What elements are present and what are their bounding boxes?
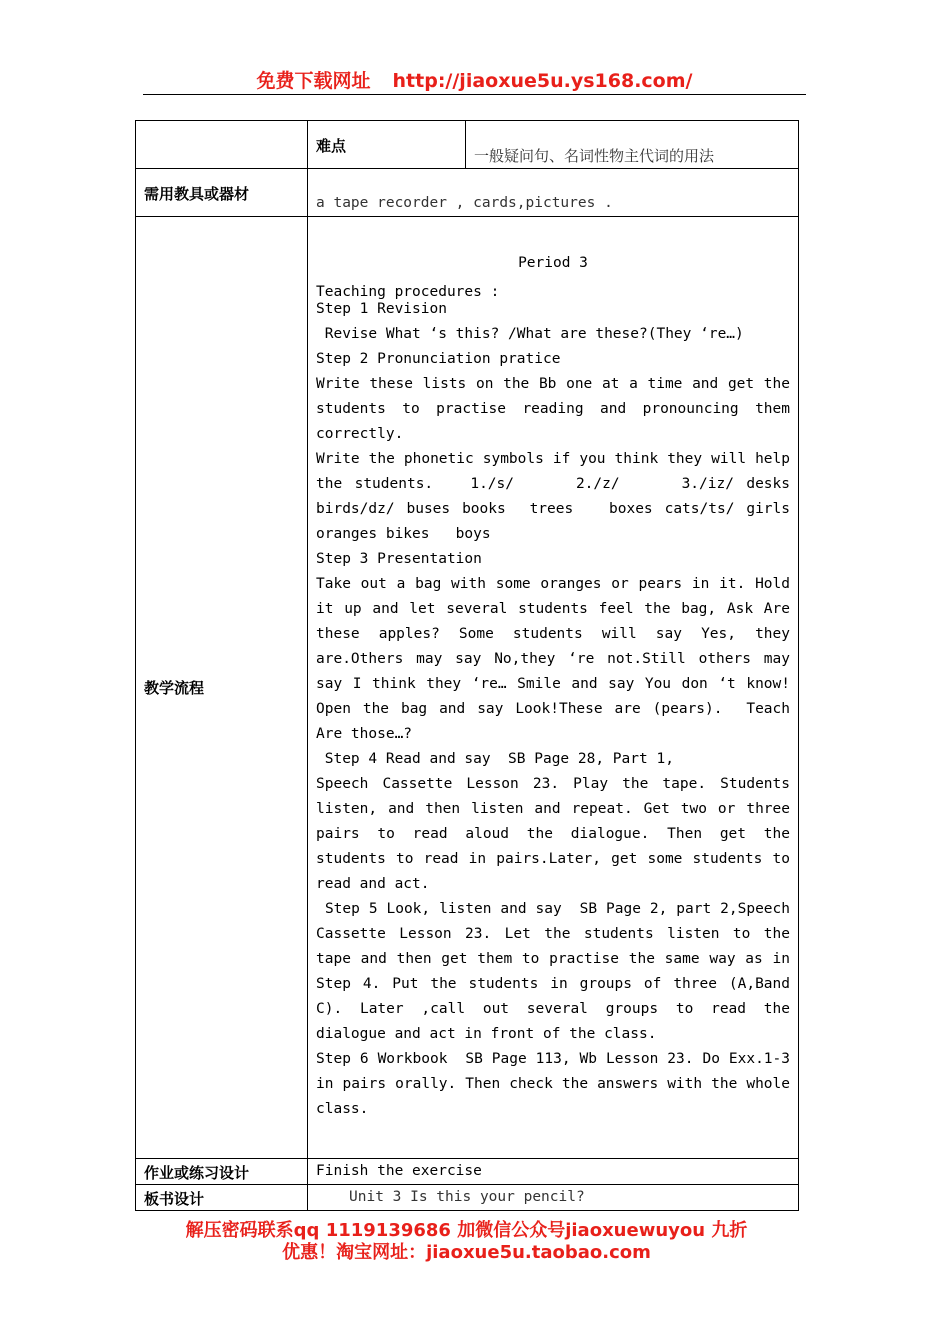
site-label: 免费下载网址	[256, 70, 371, 92]
procedure-paragraph: Write these lists on the Bb one at a time and get the students to practise reading and pronouncing them correctly.	[316, 376, 790, 442]
materials-label: 需用教具或器材	[144, 185, 250, 203]
board-value: Unit 3 Is this your pencil?	[349, 1189, 585, 1205]
materials-row	[136, 169, 799, 217]
footer-line-2: 优惠！淘宝网址：jiaoxue5u.taobao.com	[282, 1242, 651, 1263]
procedure-body	[316, 251, 808, 1122]
difficulty-row	[136, 121, 799, 169]
procedure-step: Step 3 Presentation	[316, 551, 482, 567]
procedure-step: Step 2 Pronunciation pratice	[316, 351, 561, 367]
empty-cell	[136, 121, 308, 169]
procedure-paragraph: Write the phonetic symbols if you think they will help the students. 1./s/ 2./z/ 3./iz/ desks birds/dz/ buses books trees boxes cats/ts/ girls oranges bikes boys	[316, 451, 799, 542]
process-row	[136, 217, 799, 1159]
procedure-paragraph: Step 5 Look, listen and say SB Page 2, part 2,Speech Cassette Lesson 23. Let the students listen to the tape and then get them to practise the same way as in Step 4. Put the students in groups of three (A,Band C). Later ,call out several groups to read the dialogue and act in front of the class.	[316, 901, 799, 1042]
procedure-paragraph: Step 6 Workbook SB Page 113, Wb Lesson 23. Do Exx.1-3 in pairs orally. Then check the answers with the whole class.	[316, 1051, 799, 1117]
lesson-plan-table	[135, 120, 808, 1211]
process-label: 教学流程	[144, 679, 205, 697]
procedure-step: Revise What ‘s this? /What are these?(They ‘re…)	[316, 326, 744, 342]
board-label: 板书设计	[144, 1190, 205, 1208]
procedure-step: Step 1 Revision	[316, 301, 447, 317]
header-divider	[143, 94, 806, 95]
procedure-paragraph: Take out a bag with some oranges or pears in it. Hold it up and let several students feel the bag, Ask Are these apples? Some students will say Yes, they are.Others may say No,they ‘re not.Still others may say I think they ‘re… Smile and say You don ‘t know! Open the bag and say Look!These are (pears). Teach Are those…?	[316, 576, 808, 742]
procedure-heading: Teaching procedures :	[316, 284, 500, 300]
site-url-link[interactable]: http://jiaoxue5u.ys168.com/	[392, 70, 693, 92]
homework-row	[136, 1159, 799, 1185]
materials-value: a tape recorder , cards,pictures .	[316, 195, 613, 211]
procedure-paragraph: Speech Cassette Lesson 23. Play the tape. Students listen, and then listen and repeat. Get two or three pairs to read aloud the dialogue. Then get the students to read in pairs.Later, get some students to read and act.	[316, 776, 790, 892]
page-header	[143, 66, 806, 94]
homework-label: 作业或练习设计	[144, 1164, 250, 1182]
difficulty-label: 难点	[316, 137, 347, 155]
difficulty-value: 一般疑问句、名词性物主代词的用法	[474, 147, 715, 165]
board-row	[136, 1185, 799, 1211]
footer-line-1: 解压密码联系qq 1119139686 加微信公众号jiaoxuewuyou 九折	[185, 1220, 748, 1241]
homework-value: Finish the exercise	[316, 1163, 482, 1179]
page-footer	[135, 1220, 798, 1264]
procedure-step: Step 4 Read and say SB Page 28, Part 1,	[316, 751, 674, 767]
period-title: Period 3	[518, 255, 588, 271]
